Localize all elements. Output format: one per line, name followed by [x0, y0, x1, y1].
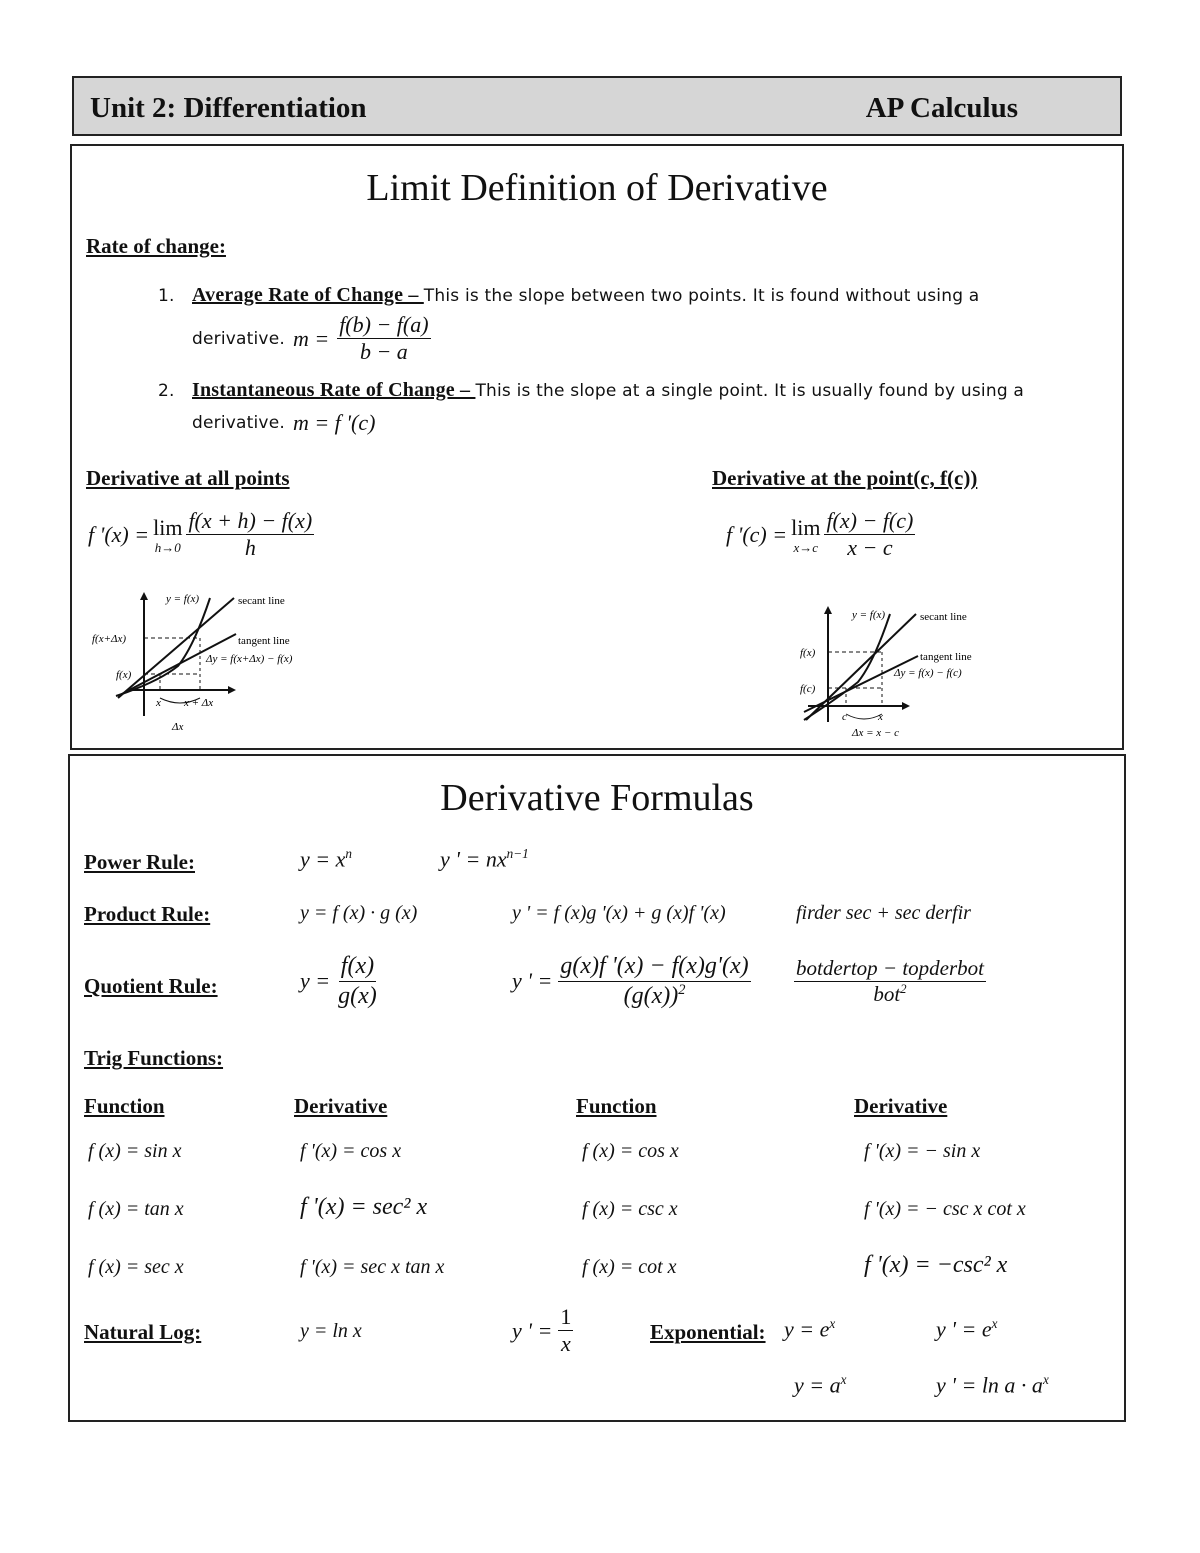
trig-col-header: Function	[576, 1094, 657, 1118]
average-rate-fraction	[337, 312, 430, 366]
rate-item-1	[158, 284, 979, 307]
exp-dy1: y ' = e	[936, 1316, 992, 1342]
graph-tangent-label: tangent line	[920, 651, 972, 663]
lim-word: lim	[153, 515, 183, 541]
fraction-denominator: x	[560, 1331, 571, 1357]
power-dy: y ' = nx	[440, 846, 507, 872]
exp-y1-exponent: x	[829, 1316, 836, 1331]
fraction-denominator: h	[244, 535, 256, 561]
exp-dy2-exponent: x	[1042, 1372, 1049, 1387]
trig-cell: f (x) = sec x	[88, 1256, 184, 1278]
ln-dy-lhs: y ' =	[512, 1317, 553, 1343]
exp-function-a	[794, 1372, 846, 1398]
fraction-denominator: b − a	[359, 339, 408, 365]
instant-rate-expr: m = f '(c)	[292, 410, 376, 435]
exp-function-e	[784, 1316, 835, 1342]
graph-dx-label: Δx = x − c	[852, 727, 899, 739]
power-dy-exponent: n−1	[506, 846, 529, 861]
secant-tangent-graph-left	[88, 586, 338, 736]
fraction-numerator: f(x) − f(c)	[824, 508, 915, 535]
course-title: AP Calculus	[865, 92, 1018, 124]
quotient-derivative-fraction	[558, 952, 750, 1011]
trig-cell: f '(x) = −csc² x	[864, 1252, 1008, 1278]
derivative-formulas-box	[68, 754, 1126, 1422]
trig-cell: f (x) = sin x	[88, 1140, 182, 1162]
rate-item-2	[158, 379, 1024, 402]
fraction-numerator: f(b) − f(a)	[337, 312, 430, 339]
limit-section-title: Limit Definition of Derivative	[366, 167, 828, 209]
graph-tangent-label: tangent line	[238, 635, 290, 647]
graph-dy-label: Δy = f(x) − f(c)	[894, 667, 962, 679]
trig-cell: f '(x) = sec x tan x	[300, 1256, 445, 1278]
fraction-denominator: x − c	[847, 535, 893, 561]
graph-xdx-label: x + Δx	[184, 697, 214, 709]
formulas-section-title: Derivative Formulas	[440, 777, 754, 819]
fraction-numerator: 1	[558, 1304, 573, 1331]
graph-c-label: c	[842, 711, 847, 723]
fraction-denominator	[871, 982, 908, 1007]
lim-word: lim	[791, 515, 821, 541]
fraction-numerator: f(x + h) − f(x)	[186, 508, 314, 535]
graph-secant-label: secant line	[238, 595, 285, 607]
quotient-dy-lhs: y ' =	[512, 968, 553, 994]
fraction-denominator	[622, 982, 688, 1011]
trig-col-header: Function	[84, 1094, 165, 1118]
trig-cell: f (x) = tan x	[88, 1198, 184, 1220]
all-points-formula	[88, 508, 314, 562]
item-label: Average Rate of Change –	[192, 284, 424, 306]
at-point-formula	[726, 508, 915, 562]
exp-dy1-exponent: x	[991, 1316, 998, 1331]
item-label: Instantaneous Rate of Change –	[192, 379, 476, 401]
trig-cell: f '(x) = cos x	[300, 1140, 402, 1162]
limit-operator	[153, 515, 182, 554]
product-rule-derivative: y ' = f (x)g '(x) + g (x)f '(x)	[512, 902, 726, 924]
trig-cell: f '(x) = − csc x cot x	[864, 1198, 1026, 1220]
limit-definition-box	[70, 144, 1124, 750]
natural-log-function: y = ln x	[300, 1320, 362, 1342]
trig-cell: f '(x) = − sin x	[864, 1140, 981, 1162]
item-text: This is the slope at a single point. It is usually found by using a	[475, 381, 1025, 401]
quotient-y-lhs: y =	[300, 968, 331, 994]
item-number: 2.	[158, 381, 175, 401]
exp-derivative-e	[936, 1316, 997, 1342]
power-y: y = x	[300, 846, 346, 872]
m-equals: m =	[292, 325, 330, 351]
denominator-exponent: 2	[900, 982, 907, 997]
power-y-exponent: n	[345, 846, 352, 861]
trig-cell: f (x) = csc x	[582, 1198, 678, 1220]
trig-cell: f (x) = cos x	[582, 1140, 679, 1162]
product-rule-function: y = f (x) · g (x)	[300, 902, 418, 924]
denominator-base: bot	[873, 982, 901, 1007]
f-prime-x-lhs: f '(x) =	[88, 521, 150, 547]
denominator-base: (g(x))	[623, 982, 679, 1009]
power-rule-function	[300, 846, 352, 872]
power-rule-derivative	[440, 846, 529, 872]
all-points-heading: Derivative at all points	[86, 466, 290, 490]
power-rule-label: Power Rule:	[84, 850, 195, 874]
graph-fc-label: f(c)	[800, 683, 816, 695]
average-rate-formula	[192, 312, 431, 366]
graph-fxdx-label: f(x+Δx)	[92, 633, 127, 645]
exp-y2: y = a	[794, 1372, 841, 1398]
trig-functions-heading: Trig Functions:	[84, 1046, 224, 1070]
header-bar	[72, 76, 1122, 136]
exp-derivative-a	[936, 1372, 1049, 1398]
fraction-numerator: f(x)	[339, 952, 376, 982]
exp-y1: y = e	[784, 1316, 830, 1342]
graph-secant-label: secant line	[920, 611, 967, 623]
natural-log-derivative	[512, 1304, 573, 1358]
exp-dy2: y ' = ln a · a	[936, 1372, 1043, 1398]
f-prime-c-lhs: f '(c) =	[726, 521, 788, 547]
trig-col-header: Derivative	[294, 1094, 388, 1118]
quotient-rule-mnemonic	[794, 956, 986, 1007]
trig-cell: f '(x) = sec² x	[300, 1194, 428, 1220]
graph-dy-label: Δy = f(x+Δx) − f(x)	[206, 653, 293, 665]
item-text-cont: derivative.	[192, 413, 285, 433]
difference-quotient	[824, 508, 915, 562]
graph-x-label: x	[156, 697, 161, 709]
at-point-heading: Derivative at the point(c, f(c))	[712, 466, 978, 490]
limit-operator	[791, 515, 820, 554]
graph-curve-label: y = f(x)	[852, 609, 886, 621]
natural-log-label: Natural Log:	[84, 1320, 202, 1344]
graph-dx-label: Δx	[172, 721, 184, 733]
ln-derivative-fraction	[558, 1304, 573, 1358]
secant-tangent-graph-right	[798, 602, 1028, 742]
fraction-denominator: g(x)	[338, 982, 377, 1009]
item-text-cont: derivative.	[192, 328, 285, 349]
difference-quotient	[186, 508, 314, 562]
fraction-numerator: botdertop − topderbot	[794, 956, 986, 982]
fraction-numerator: g(x)f '(x) − f(x)g'(x)	[558, 952, 750, 982]
denominator-exponent: 2	[678, 981, 686, 998]
item-text: This is the slope between two points. It is found without using a	[423, 286, 980, 306]
rate-of-change-heading: Rate of change:	[86, 234, 226, 258]
graph-x-label: x	[878, 711, 883, 723]
trig-cell: f (x) = cot x	[582, 1256, 677, 1278]
trig-col-header: Derivative	[854, 1094, 948, 1118]
graph-fx-label: f(x)	[800, 647, 816, 659]
unit-title: Unit 2: Differentiation	[90, 92, 367, 124]
mnemonic-fraction	[794, 956, 986, 1007]
exp-y2-exponent: x	[840, 1372, 847, 1387]
lim-subscript: h→0	[154, 540, 181, 556]
graph-curve-label: y = f(x)	[166, 593, 200, 605]
quotient-rule-derivative	[512, 952, 751, 1011]
product-rule-label: Product Rule:	[84, 902, 211, 926]
quotient-rule-function	[300, 952, 379, 1011]
graph-fx-label: f(x)	[116, 669, 132, 681]
lim-subscript: x→c	[793, 540, 819, 556]
product-rule-mnemonic: firder sec + sec derfir	[796, 902, 971, 924]
quotient-rule-label: Quotient Rule:	[84, 974, 218, 998]
exponential-label: Exponential:	[650, 1320, 766, 1344]
quotient-fraction	[336, 952, 379, 1011]
instant-rate-formula	[192, 410, 375, 436]
item-number: 1.	[158, 286, 175, 306]
